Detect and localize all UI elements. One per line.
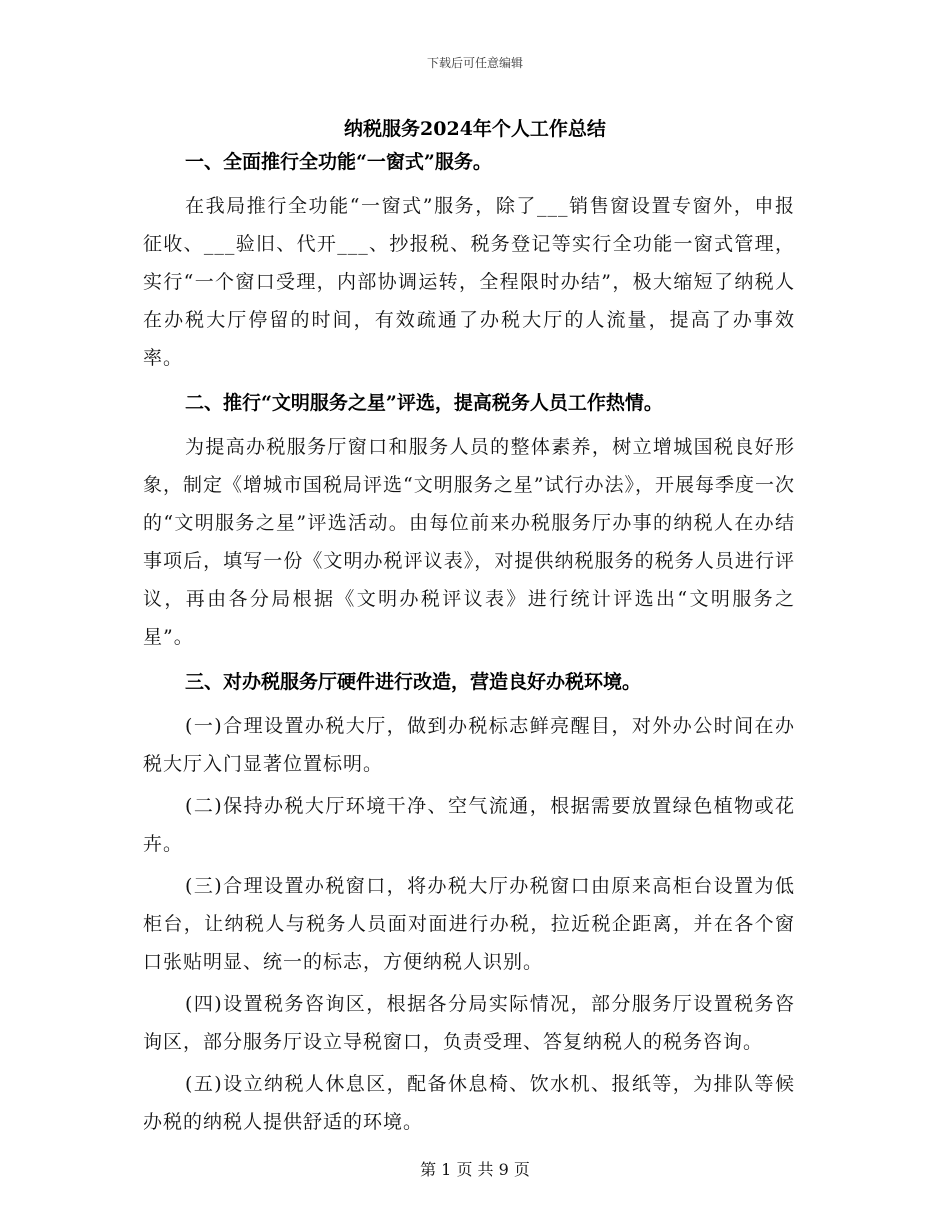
paragraph: 在我局推行全功能“一窗式”服务，除了___销售窗设置专窗外，申报征收、___验旧、代开___、抄报税、税务登记等实行全功能一窗式管理，实行“一个窗口受理，内部协调运转，全程限时办结”，极大缩短了纳税人在办税大厅停留的时间，有效疏通了办税大厅的人流量，提高了办事效率。: [143, 195, 795, 369]
section-3: [143, 660, 795, 1141]
header-note: 下载后可任意编辑: [426, 56, 523, 70]
paragraph: (五)设立纳税人休息区，配备休息椅、饮水机、报纸等，为排队等候办税的纳税人提供舒适的环境。: [143, 1073, 795, 1133]
section-heading: 三、对办税服务厅硬件进行改造，营造良好办税环境。: [185, 671, 642, 693]
page-footer: 第 1 页 共 9 页: [420, 1160, 530, 1179]
paragraph: (一)合理设置办税大厅，做到办税标志鲜亮醒目，对外办公时间在办税大厅入门显著位置标明。: [143, 715, 795, 775]
document-title: 纳税服务2024年个人工作总结: [344, 118, 606, 140]
section-heading: 二、推行“文明服务之星”评选，提高税务人员工作热情。: [185, 392, 663, 414]
paragraph: (二)保持办税大厅环境干净、空气流通，根据需要放置绿色植物或花卉。: [143, 795, 795, 855]
section-heading: 一、全面推行全功能“一窗式”服务。: [185, 151, 492, 173]
paragraph: (四)设置税务咨询区，根据各分局实际情况，部分服务厅设置税务咨询区，部分服务厅设立导税窗口，负责受理、答复纳税人的税务咨询。: [143, 993, 795, 1053]
section-2: [143, 381, 795, 656]
document-body: [143, 140, 795, 1145]
paragraph: (三)合理设置办税窗口，将办税大厅办税窗口由原来高柜台设置为低柜台，让纳税人与税务人员面对面进行办税，拉近税企距离，并在各个窗口张贴明显、统一的标志，方便纳税人识别。: [143, 875, 795, 973]
paragraph: 为提高办税服务厅窗口和服务人员的整体素养，树立增城国税良好形象，制定《增城市国税局评选“文明服务之星”试行办法》，开展每季度一次的“文明服务之星”评选活动。由每位前来办税服务厅办事的纳税人在办结事项后，填写一份《文明办税评议表》，对提供纳税服务的税务人员进行评议，再由各分局根据《文明办税评议表》进行统计评选出“文明服务之星”。: [143, 436, 795, 648]
section-1: [143, 140, 795, 377]
